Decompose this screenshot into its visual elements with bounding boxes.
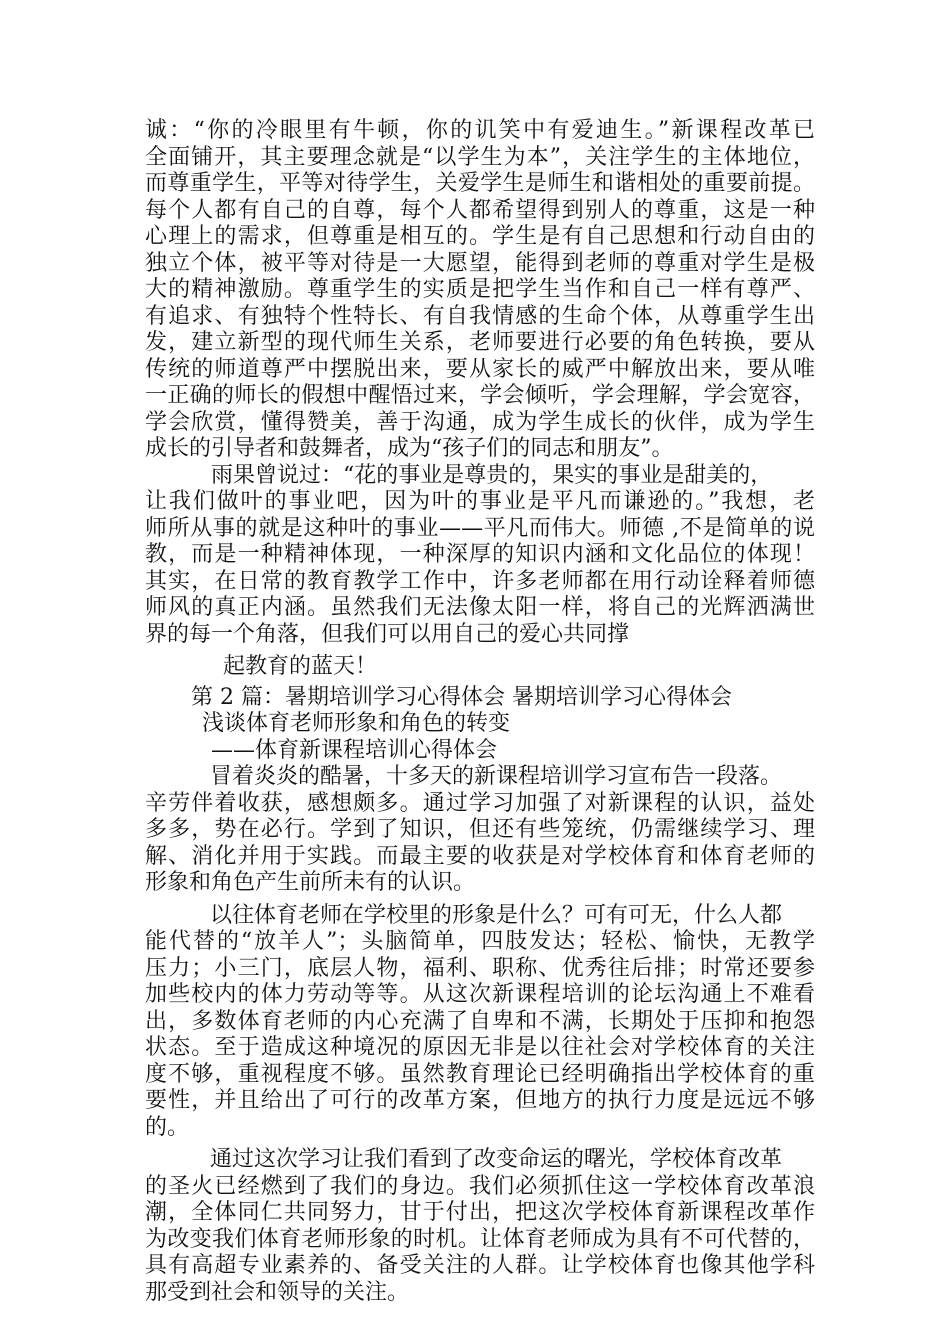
text-line: 而尊重学生，平等对待学生，关爱学生是师生和谐相处的重要前提。	[145, 171, 815, 196]
paragraph-image	[145, 903, 815, 1142]
text-line: 解、消化并用于实践。而最主要的收获是对学校体育和体育老师的	[145, 843, 815, 869]
text-line: 出，多数体育老师的内心充满了自卑和不满，长期处于压抑和抱怨	[145, 1008, 815, 1034]
text-line: 教，而是一种精神体现，一种深厚的知识内涵和文化品位的体现！	[145, 542, 815, 567]
text-line: 能代替的“放羊人”；头脑简单，四肢发达；轻松、愉快，无教学	[145, 929, 815, 954]
text-line: 起教育的蓝天！	[223, 654, 378, 679]
text-line: 冒着炎炎的酷暑，十多天的新课程培训学习宣布告一段落。	[210, 764, 783, 789]
text-line: 潮，全体同仁共同努力，甘于付出，把这次学校体育新课程改革作	[145, 1200, 815, 1225]
text-line: 雨果曾说过：“花的事业是尊贵的，果实的事业是甜美的，	[211, 462, 773, 488]
text-line: 心理上的需求，但尊重是相互的。学生是有自己思想和行动自由的	[145, 224, 815, 249]
text-line: 传统的师道尊严中摆脱出来，要从家长的威严中解放出来，要从唯	[145, 356, 815, 382]
text-line: 要性，并且给出了可行的改革方案，但地方的执行力度是远远不够	[145, 1088, 815, 1113]
text-line: 成长的引导者和鼓舞者，成为“孩子们的同志和朋友”。	[145, 436, 674, 461]
text-line: 学会欣赏，懂得赞美，善于沟通，成为学生成长的伙伴，成为学生	[145, 409, 815, 435]
text-line: 的。	[145, 1114, 190, 1140]
paragraph-reform	[145, 1147, 815, 1306]
text-line: 压力；小三门，底层人物，福利、职称、优秀往后排；时常还要参	[145, 955, 815, 981]
text-line: 辛劳伴着收获，感想颇多。通过学习加强了对新课程的认识，益处	[145, 790, 815, 816]
paragraph-respect	[145, 118, 815, 463]
text-line: 全面铺开，其主要理念就是“以学生为本”，关注学生的主体地位，	[145, 144, 815, 170]
article-subtitle: 浅谈体育老师形象和角色的转变	[202, 711, 511, 736]
text-line: 具有高超专业素养的、备受关注的人群。让学校体育也像其他学科	[145, 1253, 815, 1278]
text-line: 度不够，重视程度不够。虽然教育理论已经明确指出学校体育的重	[145, 1061, 815, 1087]
text-line: 每个人都有自己的自尊，每个人都希望得到别人的尊重，这是一种	[145, 197, 815, 223]
article-title: 第 2 篇：暑期培训学习心得体会 暑期培训学习心得体会	[191, 684, 732, 710]
text-line: 以往体育老师在学校里的形象是什么？可有可无，什么人都	[210, 902, 783, 928]
text-line: 诚：“你的冷眼里有牛顿，你的讥笑中有爱迪生。”新课程改革已	[145, 118, 815, 143]
text-line: 加些校内的体力劳动等等。从这次新课程培训的论坛沟通上不难看	[145, 982, 815, 1007]
text-line: 状态。至于造成这种境况的原因无非是以往社会对学校体育的关注	[145, 1035, 815, 1060]
article-heading	[145, 685, 815, 765]
text-line: 大的精神激励。尊重学生的实质是把学生当作和自己一样有尊严、	[145, 277, 815, 302]
text-line: 其实，在日常的教育教学工作中，许多老师都在用行动诠释着师德	[145, 568, 815, 594]
text-line: 那受到社会和领导的关注。	[145, 1279, 410, 1305]
text-line: 发，建立新型的现代师生关系，老师要进行必要的角色转换，要从	[145, 330, 815, 355]
text-line: 独立个体，被平等对待是一大愿望，能得到老师的尊重对学生是极	[145, 250, 815, 276]
text-line: 通过这次学习让我们看到了改变命运的曙光，学校体育改革	[210, 1147, 783, 1172]
text-line: 一正确的师长的假想中醒悟过来，学会倾听，学会理解，学会宽容，	[145, 383, 815, 408]
text-line: 多多，势在必行。学到了知识，但还有些笼统，仍需继续学习、理	[145, 817, 815, 842]
document-page	[145, 118, 815, 1306]
text-line: 为改变我们体育老师形象的时机。让体育老师成为具有不可代替的，	[145, 1226, 815, 1252]
text-line: 形象和角色产生前所未有的认识。	[145, 870, 476, 895]
paragraph-hugo	[145, 463, 815, 681]
text-line: 师风的真正内涵。虽然我们无法像太阳一样，将自己的光辉洒满世	[145, 595, 815, 620]
text-line: 让我们做叶的事业吧，因为叶的事业是平凡而谦逊的。”我想，老	[145, 489, 815, 514]
text-line: 界的每一个角落，但我们可以用自己的爱心共同撑	[145, 621, 630, 647]
text-line: 有追求、有独特个性特长、有自我情感的生命个体，从尊重学生出	[145, 303, 815, 329]
article-subsubtitle: ——体育新课程培训心得体会	[211, 737, 498, 763]
text-line: 师所从事的就是这种叶的事业——平凡而伟大。师德 ,不是简单的说	[145, 515, 815, 541]
text-line: 的圣火已经燃到了我们的身边。我们必须抓住这一学校体育改革浪	[145, 1173, 815, 1199]
paragraph-training	[145, 764, 815, 897]
